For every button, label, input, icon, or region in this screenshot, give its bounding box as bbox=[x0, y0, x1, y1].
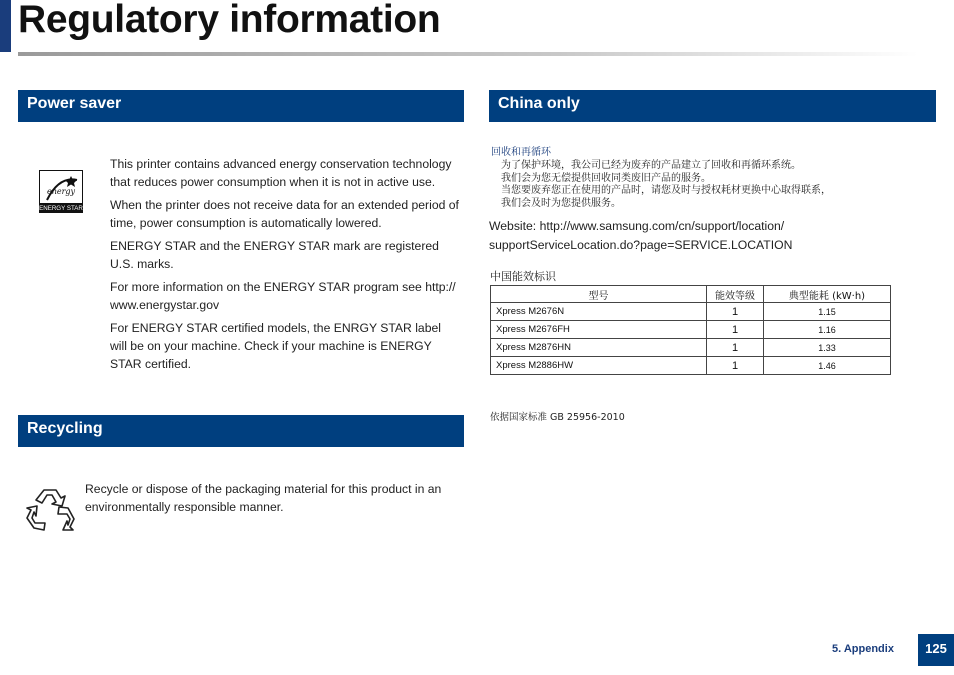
table-row bbox=[491, 321, 891, 339]
website-label: Website: bbox=[489, 219, 537, 233]
energy-table-title: 中国能效标识 bbox=[490, 270, 556, 283]
website-text bbox=[489, 217, 929, 255]
paragraph: When the printer does not receive data for an extended period of time, power consumption is automatically lowered. bbox=[110, 198, 459, 230]
kwh-cell: 1.16 bbox=[764, 321, 891, 339]
cn-recycle-text bbox=[501, 160, 831, 210]
page-number: 125 bbox=[918, 634, 954, 666]
cn-line: 我们会为您无偿提供回收同类废旧产品的服务。 bbox=[501, 172, 711, 184]
table-row bbox=[491, 303, 891, 321]
china-only-heading: China only bbox=[489, 90, 936, 122]
model-cell: Xpress M2676FH bbox=[491, 321, 707, 339]
model-cell: Xpress M2876HN bbox=[491, 339, 707, 357]
power-saver-heading: Power saver bbox=[18, 90, 464, 122]
website-url[interactable]: http://www.samsung.com/cn/support/location/ supportServiceLocation.do?page=SERVICE.LOCATION bbox=[489, 219, 793, 252]
power-saver-text bbox=[110, 155, 460, 378]
svg-text:energy: energy bbox=[46, 187, 76, 196]
grade-cell: 1 bbox=[707, 339, 764, 357]
cn-line: 当您要废弃您正在使用的产品时，请您及时与授权耗材更换中心取得联系， bbox=[501, 185, 831, 196]
column-header-kwh: 典型能耗 (kW·h) bbox=[764, 286, 891, 303]
kwh-cell: 1.46 bbox=[764, 357, 891, 375]
kwh-cell: 1.15 bbox=[764, 303, 891, 321]
grade-cell: 1 bbox=[707, 303, 764, 321]
grade-cell: 1 bbox=[707, 321, 764, 339]
recycle-icon bbox=[24, 484, 76, 536]
paragraph: For ENERGY STAR certified models, the ENRGY STAR label will be on your machine. Check if your machine is ENERGY STAR certified. bbox=[110, 321, 441, 371]
kwh-cell: 1.33 bbox=[764, 339, 891, 357]
paragraph: ENERGY STAR and the ENERGY STAR mark are registered U.S. marks. bbox=[110, 239, 439, 271]
cn-line: 我们会及时为您提供服务。 bbox=[501, 197, 621, 209]
paragraph: This printer contains advanced energy conservation technology that reduces power consumption when it is not in active use. bbox=[110, 157, 452, 189]
energy-efficiency-table bbox=[490, 285, 891, 375]
paragraph: For more information on the ENERGY STAR program see http:// www.energystar.gov bbox=[110, 280, 456, 312]
cn-line: 为了保护环境，我公司已经为废弃的产品建立了回收和再循环系统。 bbox=[501, 160, 801, 171]
energy-star-label: ENERGY STAR bbox=[39, 205, 83, 212]
cn-recycle-heading: 回收和再循环 bbox=[491, 147, 551, 158]
grade-cell: 1 bbox=[707, 357, 764, 375]
energy-star-icon bbox=[39, 170, 83, 213]
cn-standard-note: 依据国家标准 GB 25956-2010 bbox=[490, 412, 625, 423]
table-row bbox=[491, 339, 891, 357]
table-header-row bbox=[491, 286, 891, 303]
column-header-model: 型号 bbox=[491, 286, 707, 303]
table-row bbox=[491, 357, 891, 375]
recycling-text: Recycle or dispose of the packaging material for this product in an environmentally responsible manner. bbox=[85, 482, 442, 514]
model-cell: Xpress M2886HW bbox=[491, 357, 707, 375]
column-header-grade: 能效等级 bbox=[707, 286, 764, 303]
title-divider bbox=[18, 52, 918, 56]
title-accent-bar bbox=[0, 0, 11, 52]
recycling-heading: Recycling bbox=[18, 415, 464, 447]
footer-chapter: 5. Appendix bbox=[832, 643, 894, 655]
model-cell: Xpress M2676N bbox=[491, 303, 707, 321]
page-title: Regulatory information bbox=[18, 0, 441, 41]
